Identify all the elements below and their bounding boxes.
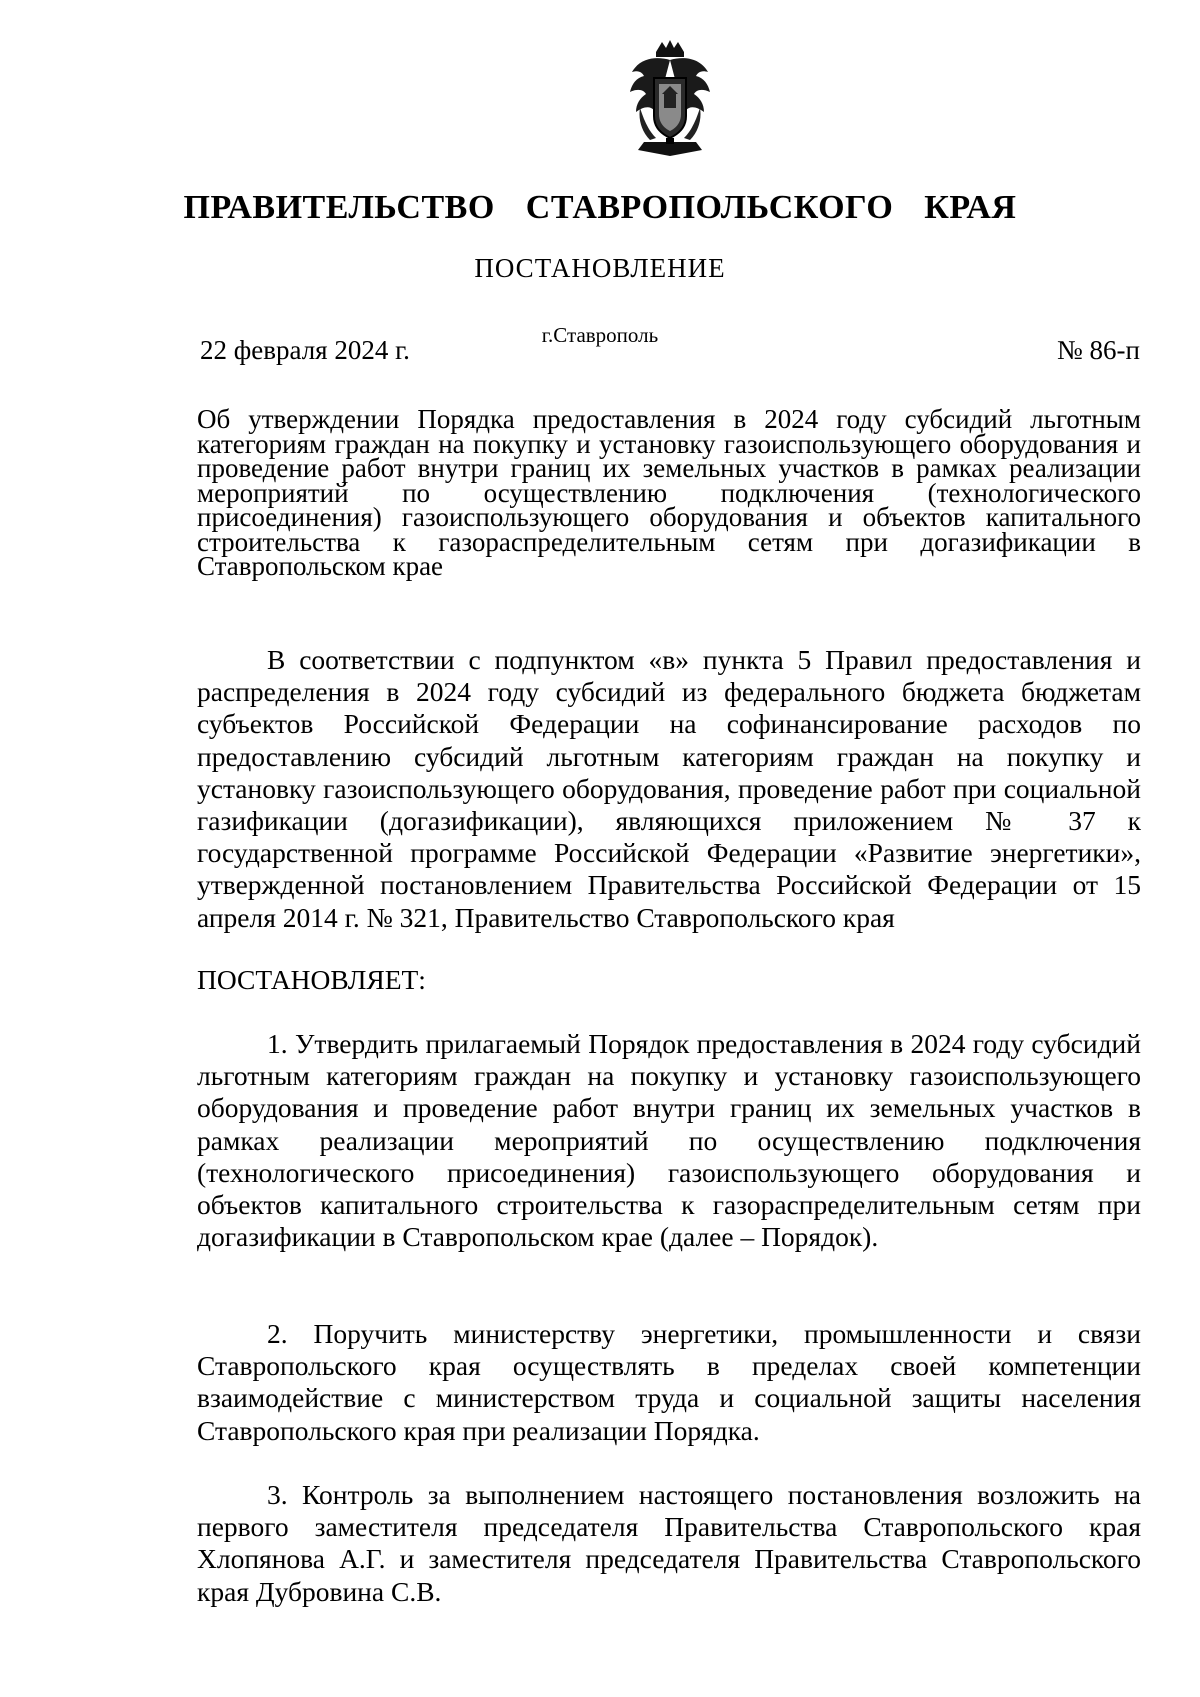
resolves-heading: ПОСТАНОВЛЯЕТ:	[197, 964, 426, 995]
organization-title: ПРАВИТЕЛЬСТВО СТАВРОПОЛЬСКОГО КРАЯ	[183, 189, 1017, 226]
resolution-item-1: 1. Утвердить прилагаемый Порядок предоставления в 2024 году субсидий льготным категориям граждан на покупку и установку газоиспользующего оборудования и проведение работ внутри границ их земельных участков в рамках реализации мероприятий по осуществлению подключения (технологического присоединения) газоиспользующего оборудования и объектов капитального строительства к газораспределительным сетям при догазификации в Ставропольском крае (далее – Порядок).	[197, 1028, 1141, 1253]
document-date: 22 февраля 2024 г.	[200, 335, 410, 365]
intro-paragraph: В соответствии с подпунктом «в» пункта 5 Правил предоставления и распределения в 2024 году субсидий из федерального бюджета бюджетам субъектов Российской Федерации на софинансирование расходов по предоставлению субсидий льготным категориям граждан на покупку и установку газоиспользующего оборудования, проведение работ при социальной газификации (догазификации), являющихся приложением № 37 к государственной программе Российской Федерации «Развитие энергетики», утвержденной постановлением Правительства Российской Федерации от 15 апреля 2014 г. № 321, Правительство Ставропольского края	[197, 644, 1141, 933]
document-type: ПОСТАНОВЛЕНИЕ	[474, 253, 726, 283]
document-subject: Об утверждении Порядка предоставления в 2024 году субсидий льготным категориям граждан на покупку и установку газоиспользующего оборудования и проведение работ внутри границ их земельных участков в рамках реализации мероприятий по осуществлению подключения (технологического присоединения) газоиспользующего оборудования и объектов капитального строительства к газораспределительным сетям при догазификации в Ставропольском крае	[197, 404, 1141, 581]
coat-of-arms-icon	[626, 38, 714, 160]
document-city: г.Ставрополь	[541, 323, 659, 347]
resolution-item-3: 3. Контроль за выполнением настоящего постановления возложить на первого заместителя председателя Правительства Ставропольского края Хлопянова А.Г. и заместителя председателя Правительства Ставропольского края Дубровина С.В.	[197, 1479, 1141, 1607]
resolution-item-2: 2. Поручить министерству энергетики, промышленности и связи Ставропольского края осуществлять в пределах своей компетенции взаимодействие с министерством труда и социальной защиты населения Ставропольского края при реализации Порядка.	[197, 1318, 1141, 1446]
document-number: № 86-п	[1057, 335, 1140, 365]
